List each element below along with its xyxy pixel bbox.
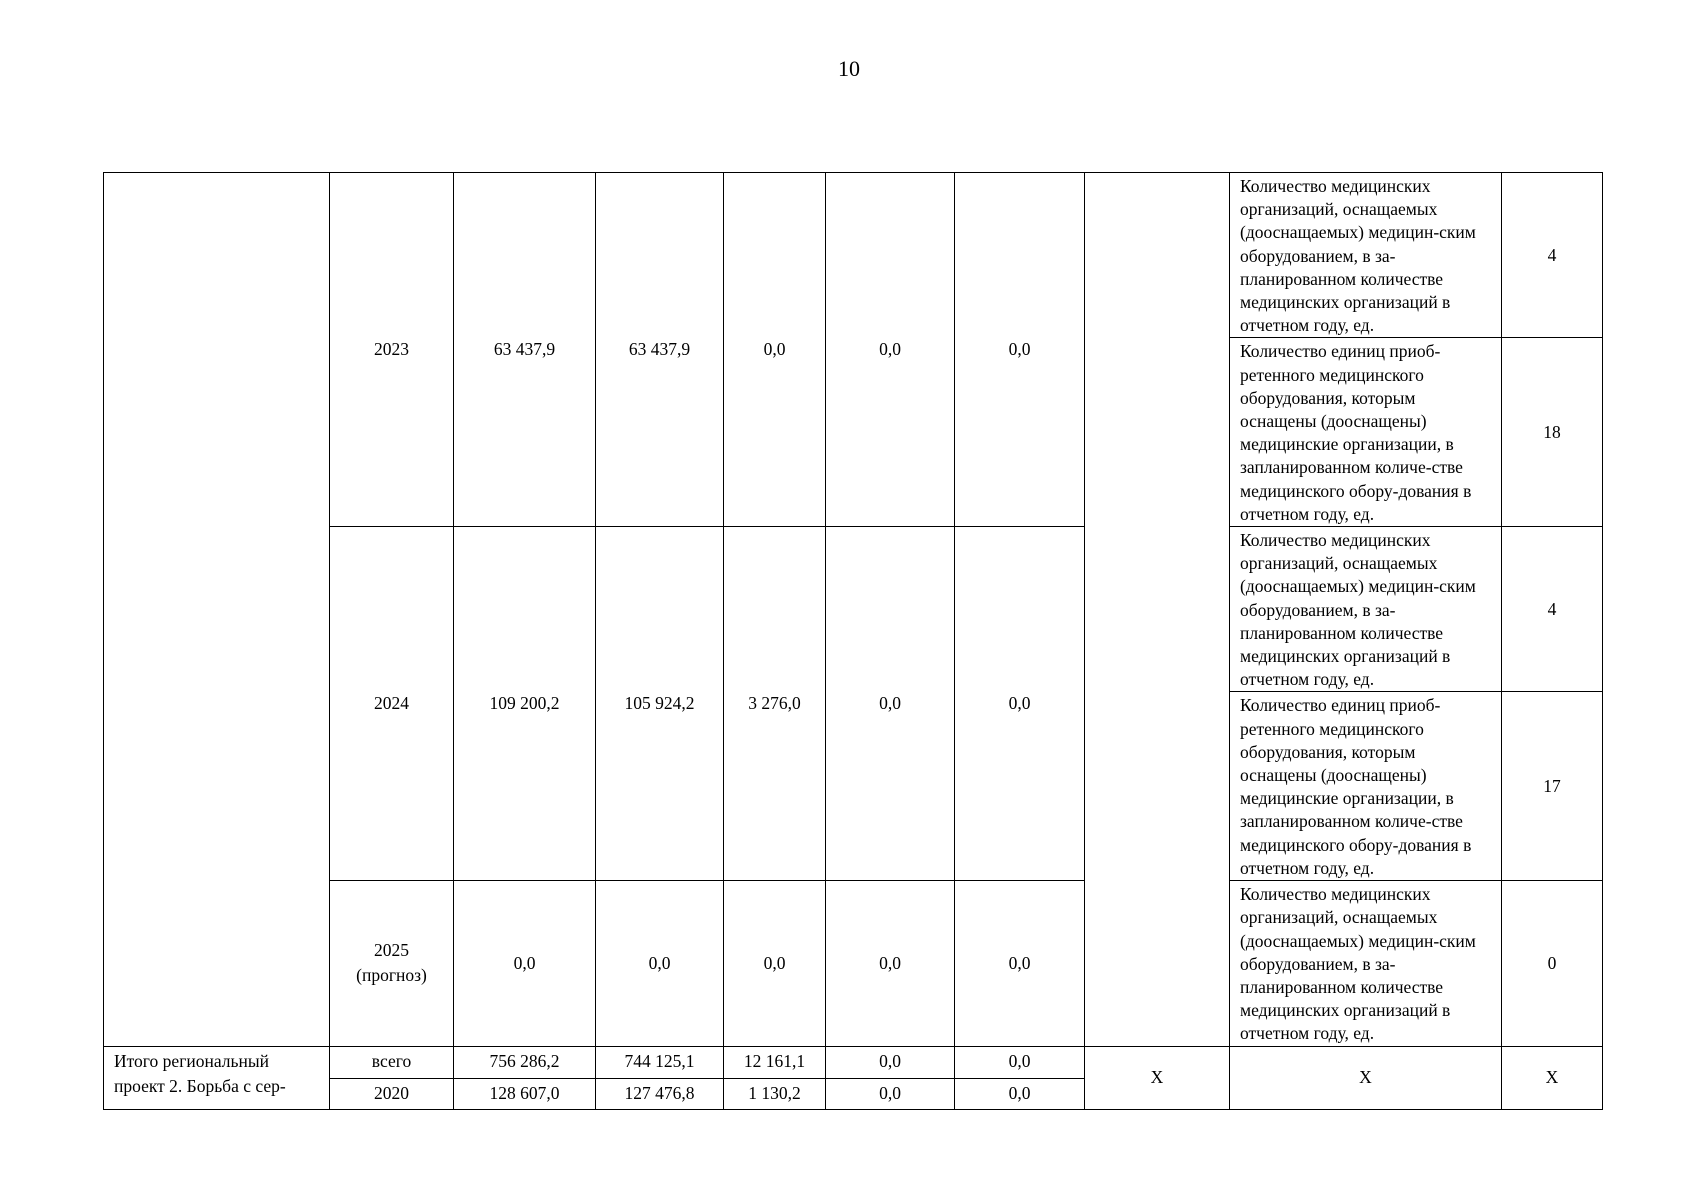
local-budget-cell: 0,0 <box>826 881 955 1046</box>
total-cell: 109 200,2 <box>454 527 596 881</box>
indicator-value-cell: 4 <box>1502 173 1603 338</box>
indicator-value-cell: 18 <box>1502 338 1603 527</box>
regional-budget-cell: 1 130,2 <box>724 1078 826 1109</box>
indicator-name-cell: Количество медицинских организаций, оснащаемых (дооснащаемых) медицин-ским оборудованием, в за-планированном количестве медицинских организаций в отчетном году, ед. <box>1230 173 1502 338</box>
total-cell: 128 607,0 <box>454 1078 596 1109</box>
table-row <box>104 1046 1603 1078</box>
indicator-name-cell: Количество медицинских организаций, оснащаемых (дооснащаемых) медицин-ским оборудованием, в за-планированном количестве медицинских организаций в отчетном году, ед. <box>1230 527 1502 692</box>
extrabudgetary-cell: 0,0 <box>955 173 1085 527</box>
page-number: 10 <box>838 56 860 81</box>
local-budget-cell: 0,0 <box>826 1078 955 1109</box>
year-label: 2025 <box>374 940 409 961</box>
federal-budget-cell: 744 125,1 <box>596 1046 724 1078</box>
extrabudgetary-cell: 0,0 <box>955 881 1085 1046</box>
indicator-x-cell: Х <box>1230 1046 1502 1109</box>
event-name-cell <box>104 173 330 1047</box>
local-budget-cell: 0,0 <box>826 527 955 881</box>
regional-budget-cell: 0,0 <box>724 173 826 527</box>
regional-budget-cell: 12 161,1 <box>724 1046 826 1078</box>
year-cell: всего <box>330 1046 454 1078</box>
indicator-name-cell: Количество медицинских организаций, оснащаемых (дооснащаемых) медицин-ским оборудованием, в за-планированном количестве медицинских организаций в отчетном году, ед. <box>1230 881 1502 1046</box>
year-cell: 2020 <box>330 1078 454 1109</box>
executor-cell <box>1085 173 1230 1047</box>
indicator-value-cell: 4 <box>1502 527 1603 692</box>
extrabudgetary-cell: 0,0 <box>955 527 1085 881</box>
total-cell: 0,0 <box>454 881 596 1046</box>
federal-budget-cell: 105 924,2 <box>596 527 724 881</box>
executor-x-cell: Х <box>1085 1046 1230 1109</box>
local-budget-cell: 0,0 <box>826 173 955 527</box>
total-cell: 63 437,9 <box>454 173 596 527</box>
forecast-note: (прогноз) <box>356 965 427 986</box>
extrabudgetary-cell: 0,0 <box>955 1078 1085 1109</box>
local-budget-cell: 0,0 <box>826 1046 955 1078</box>
value-x-cell: Х <box>1502 1046 1603 1109</box>
budget-table <box>103 172 1603 1110</box>
federal-budget-cell: 0,0 <box>596 881 724 1046</box>
federal-budget-cell: 127 476,8 <box>596 1078 724 1109</box>
extrabudgetary-cell: 0,0 <box>955 1046 1085 1078</box>
indicator-name-cell: Количество единиц приоб-ретенного медицинского оборудования, которым оснащены (дооснащены) медицинские организации, в запланированном количе-стве медицинского обору-дования в отчетном году, ед. <box>1230 692 1502 881</box>
total-cell: 756 286,2 <box>454 1046 596 1078</box>
regional-budget-cell: 3 276,0 <box>724 527 826 881</box>
federal-budget-cell: 63 437,9 <box>596 173 724 527</box>
year-cell <box>330 881 454 1046</box>
year-cell: 2024 <box>330 527 454 881</box>
regional-budget-cell: 0,0 <box>724 881 826 1046</box>
project-total-label: Итого региональный проект 2. Борьба с сер- <box>104 1046 330 1109</box>
indicator-name-cell: Количество единиц приоб-ретенного медицинского оборудования, которым оснащены (дооснащены) медицинские организации, в запланированном количе-стве медицинского обору-дования в отчетном году, ед. <box>1230 338 1502 527</box>
indicator-value-cell: 17 <box>1502 692 1603 881</box>
year-cell: 2023 <box>330 173 454 527</box>
table-row <box>104 173 1603 338</box>
indicator-value-cell: 0 <box>1502 881 1603 1046</box>
